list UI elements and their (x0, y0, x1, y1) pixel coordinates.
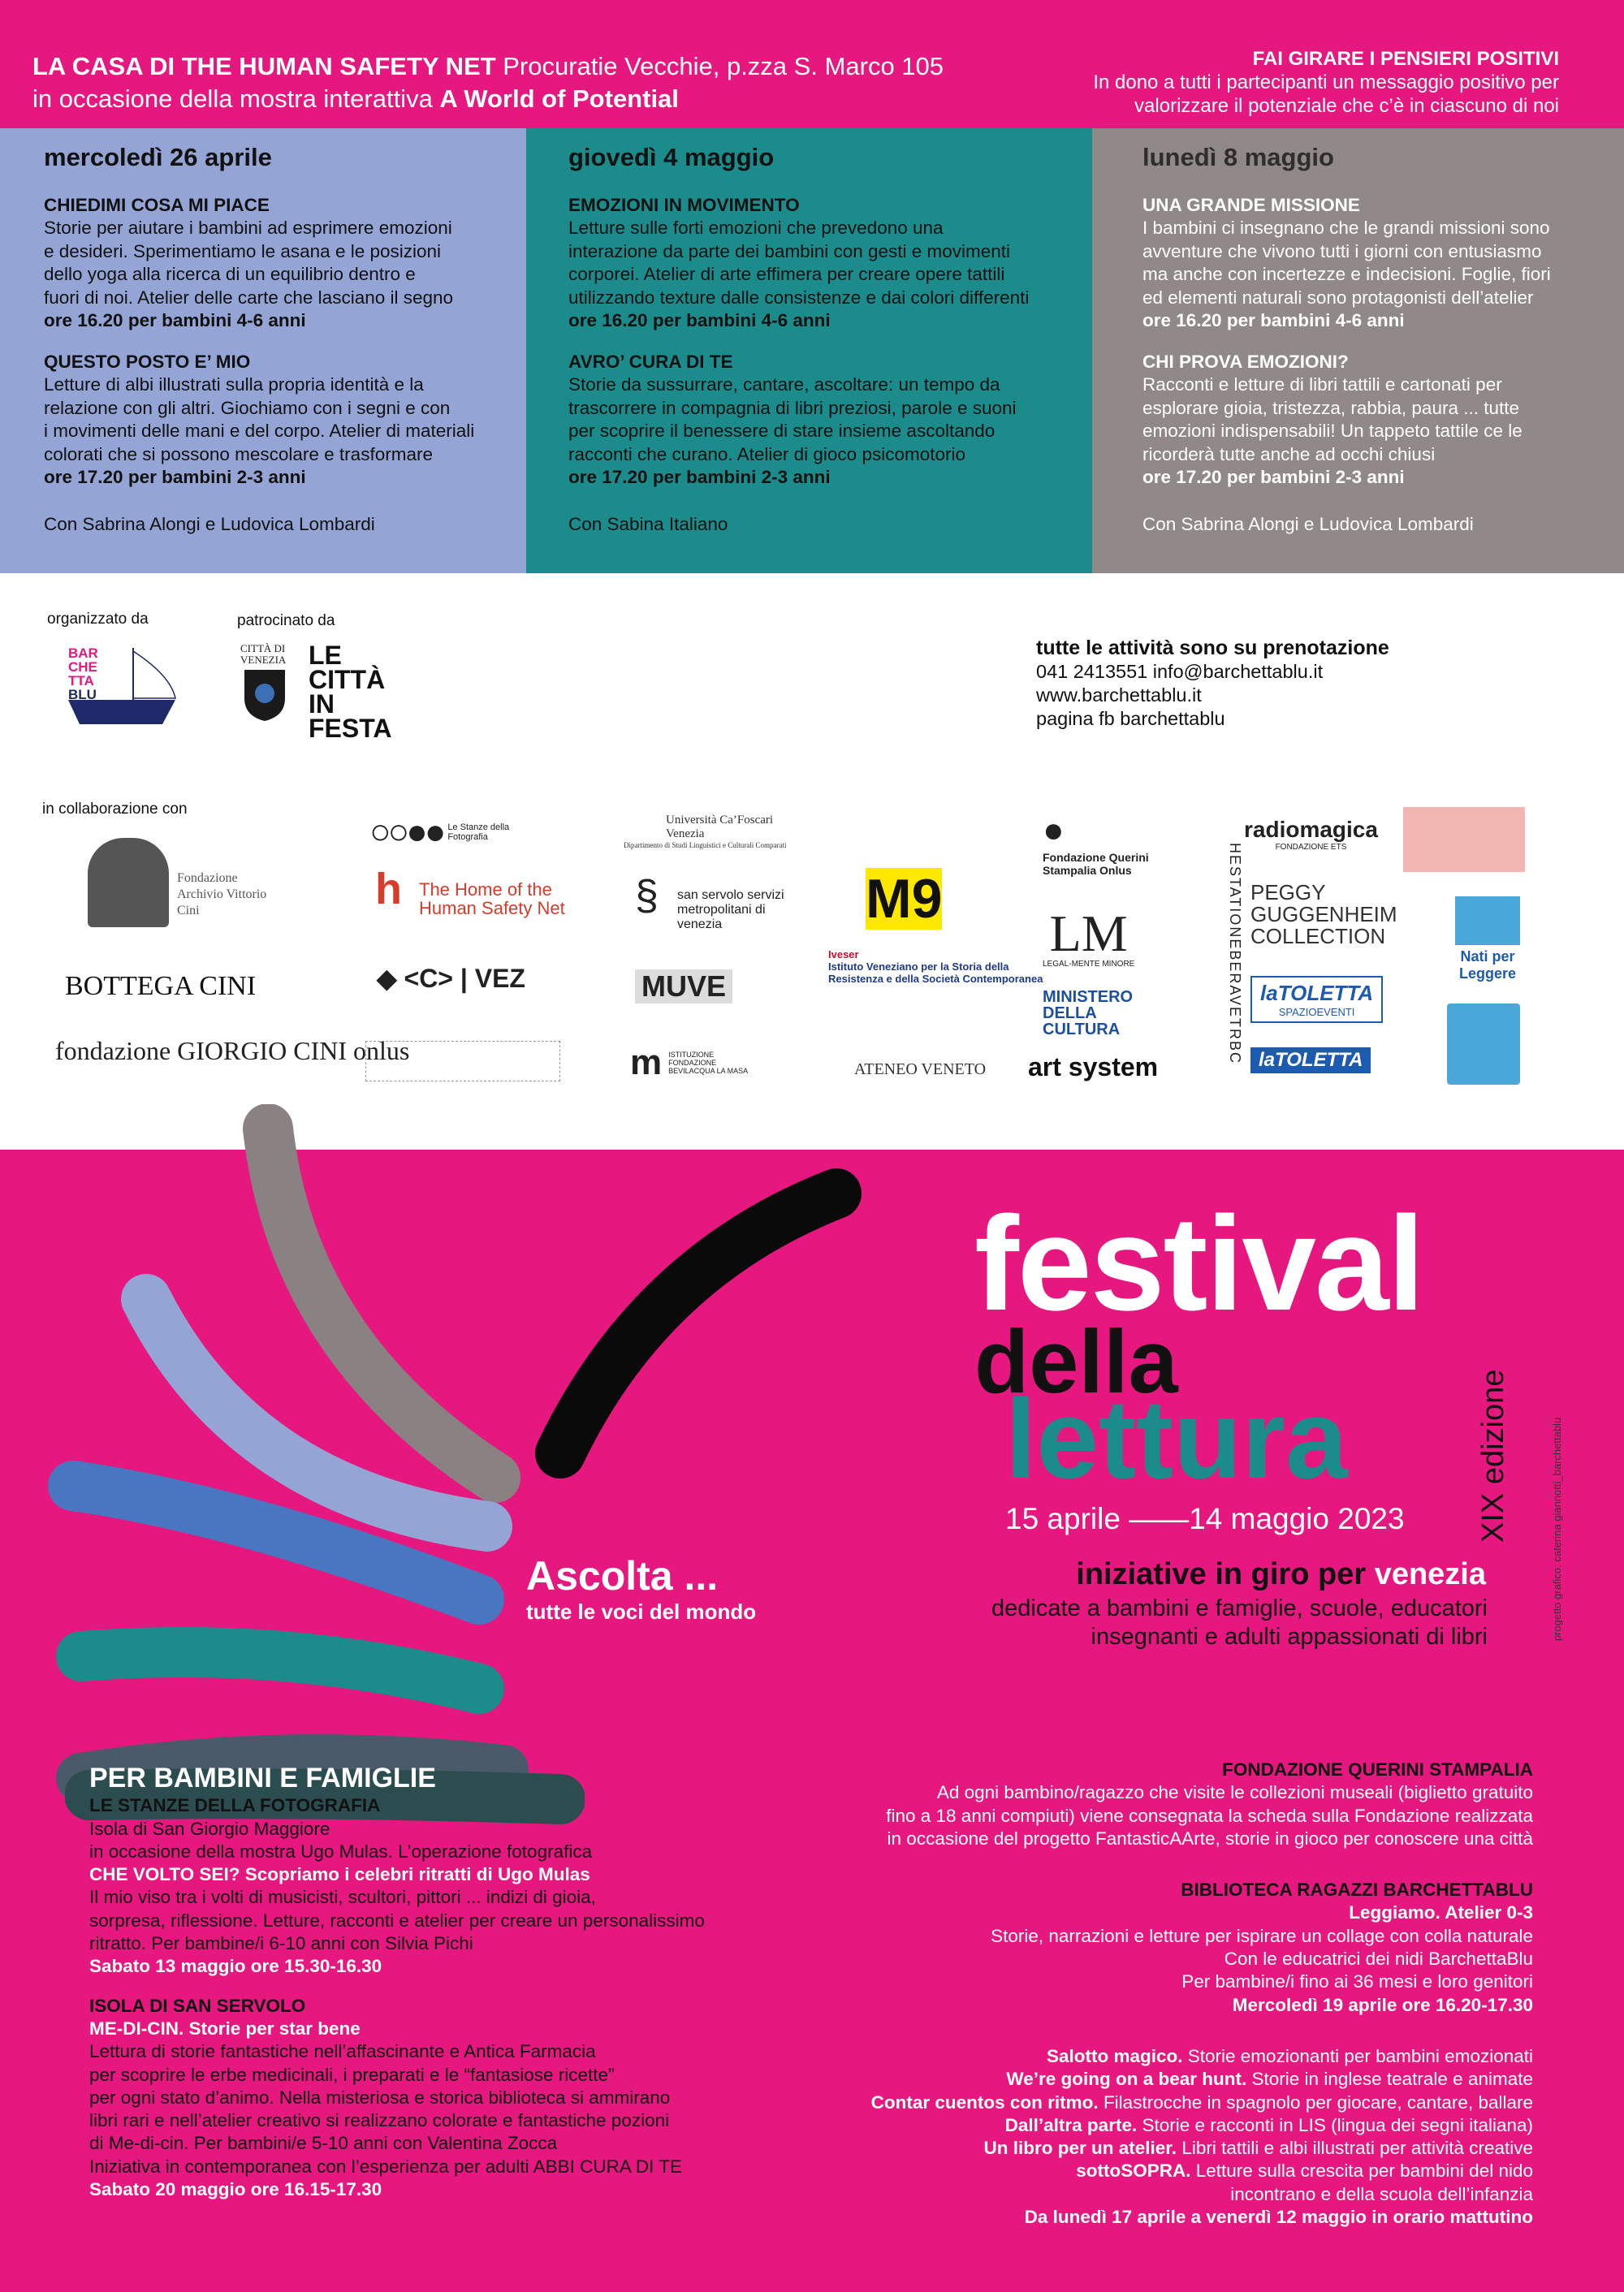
stanze-fotografia-logo (369, 812, 520, 852)
subtitle-venezia: venezia (1374, 1557, 1486, 1591)
citta-label: CITTÀ DI VENEZIA (240, 642, 287, 666)
activity-desc: Storie e racconti in LIS (lingua dei segni italiana) (1137, 2114, 1533, 2135)
collab-label: in collaborazione con (42, 801, 188, 818)
ascolta-subtitle: tutte le voci del mondo (526, 1599, 757, 1624)
activity-date: Sabato 20 maggio ore 16.15-17.30 (89, 2179, 382, 2200)
vez-logo (377, 963, 525, 994)
activity-title: CHE VOLTO SEI? Scopriamo i celebri ritratti di Ugo Mulas (89, 1864, 590, 1885)
activity-desc: Storie emozionanti per bambini emozionati (1182, 2045, 1533, 2066)
unive-logo (624, 814, 802, 849)
radiomagica-logo (1244, 817, 1378, 852)
querini-text: Fondazione Querini Stampalia Onlus (1043, 851, 1149, 877)
venue-line: Ad ogni bambino/ragazzo che visite le collezioni museali (biglietto gratuito (936, 1782, 1533, 1803)
patron-label: patrocinato da (237, 612, 335, 629)
event-line: I bambini ci insegnano che le grandi missioni sono (1142, 218, 1550, 238)
event-line: Storie da sussurrare, cantare, ascoltare: un tempo da (568, 374, 1000, 395)
venue-title: ISOLA DI SAN SERVOLO (89, 1995, 306, 2016)
positive-line-2: valorizzare il potenziale che c’è in ciascuno di noi (1134, 95, 1559, 117)
families-heading: PER BAMBINI E FAMIGLIE (89, 1763, 436, 1793)
contact-info (1036, 637, 1389, 731)
column-26-april (0, 128, 526, 573)
mic-text: MINISTERO DELLA CULTURA (1043, 988, 1134, 1038)
activity-line: Lettura di storie fantastiche nell’affascinante e Antica Farmacia (89, 2041, 596, 2062)
barchetta-word: TTA (68, 673, 94, 688)
edition-label: XIX edizione (1476, 1369, 1510, 1543)
event-line: ma anche con incertezze e indecisioni. Foglie, fiori (1142, 264, 1551, 284)
header-bar (0, 0, 1624, 128)
radio-sub: FONDAZIONE ETS (1275, 843, 1347, 852)
mic-logo (1043, 989, 1173, 1038)
event-line: i movimenti delle mani e del corpo. Atelier di materiali (44, 421, 475, 441)
toletta-text: laTOLETTA (1260, 981, 1374, 1005)
event-title: CHIEDIMI COSA MI PIACE (44, 194, 270, 215)
h-icon: h (375, 865, 402, 913)
activity-desc: incontrano e della scuola dell’infanzia (1230, 2183, 1533, 2204)
event-line: relazione con gli altri. Giochiamo con i segni e con (44, 397, 451, 418)
stroke-teal (81, 1652, 479, 1689)
peggy-word: COLLECTION (1250, 924, 1386, 948)
della-word: della (974, 1312, 1178, 1412)
venue-title: LE STANZE DELLA FOTOGRAFIA (89, 1795, 381, 1816)
festival-dates: 15 aprile ——14 maggio 2023 (1005, 1502, 1405, 1535)
activity-date: Da lunedì 17 aprile a venerdì 12 maggio in orario mattutino (1024, 2207, 1533, 2228)
activity-desc: Libri tattili e albi illustrati per attività creative (1177, 2138, 1533, 2159)
art-system-logo (1028, 1052, 1158, 1082)
event-line: esplorare gioia, tristezza, rabbia, paura ... tutte (1142, 397, 1519, 418)
home-human-safety-logo (375, 865, 570, 918)
event-line: utilizzando texture dalle consistenze e dai colori differenti (568, 287, 1030, 308)
event-line: corporei. Atelier di arte effimera per creare opere tattili (568, 264, 1005, 284)
venues-section (721, 1759, 1533, 2229)
event-time: ore 17.20 per bambini 2-3 anni (568, 467, 831, 487)
home-text: The Home of the Human Safety Net (419, 879, 565, 918)
activity-name: We’re going on a bear hunt. (1006, 2069, 1247, 2090)
bevilacqua-logo (630, 1042, 758, 1083)
event-hosts: Con Sabina Italiano (568, 513, 728, 534)
festa-word: CITTÀ (309, 665, 386, 694)
toletta-sub: SPAZIOEVENTI (1278, 1006, 1355, 1018)
event-line: emozioni indispensabili! Un tappeto tattile ce le (1142, 421, 1522, 441)
audience-line: insegnanti e adulti appassionati di libri (1091, 1624, 1488, 1650)
vez-icon: ◆ <C> | (377, 964, 475, 993)
event-time: ore 17.20 per bambini 2-3 anni (1142, 467, 1405, 487)
families-section (89, 1763, 788, 2201)
legal-text: LEGAL-MENTE MINORE (1043, 960, 1135, 969)
activity-line: di Me-di-cin. Per bambini/e 5-10 anni con Valentina Zocca (89, 2133, 558, 2154)
activity-name: Dall’altra parte. (1004, 2114, 1138, 2135)
le-citta-in-festa-logo (309, 641, 392, 743)
bottega-cini-logo (65, 971, 256, 1002)
bevilacqua-text: ISTITUZIONE FONDAZIONE BEVILACQUA LA MASA (668, 1051, 749, 1075)
contact-website[interactable]: www.barchettablu.it (1036, 684, 1202, 706)
positive-thoughts (1093, 47, 1559, 118)
exhibit-title: A World of Potential (439, 84, 679, 113)
positive-title: FAI GIRARE I PENSIERI POSITIVI (1252, 48, 1559, 70)
iveser-sub: Istituto Veneziano per la Storia della Resistenza e della Società Contemporanea (828, 960, 1043, 985)
centro-libro-logo (365, 1041, 560, 1081)
bm-icon: m (630, 1042, 663, 1082)
activity-line: per scoprire le erbe medicinali, i preparati e le “fantasiose ricette” (89, 2064, 615, 2085)
lettura-word: lettura (1005, 1377, 1348, 1502)
barchetta-word: BLU (68, 687, 97, 702)
ascolta-block (526, 1552, 756, 1625)
book-icon (1455, 896, 1520, 945)
cini-archive-logo (88, 838, 283, 943)
partner-badge-logo (1403, 807, 1525, 872)
querini-icon: ● (1043, 810, 1065, 850)
event-line: Letture sulle forti emozioni che prevedono una (568, 218, 944, 238)
toletta2-text: laTOLETTA (1259, 1049, 1363, 1071)
graphic-credit (1551, 1401, 1583, 1661)
toletta-spazioeventi-logo (1250, 976, 1383, 1023)
activity-title: Leggiamo. Atelier 0-3 (1349, 1902, 1533, 1923)
column-4-may (526, 128, 1092, 573)
event-hosts: Con Sabrina Alongi e Ludovica Lombardi (44, 513, 375, 534)
activity-name: sottoSOPRA. (1076, 2160, 1191, 2182)
portrait-icon (88, 838, 169, 927)
event-title: EMOZIONI IN MOVIMENTO (568, 194, 800, 215)
coat-of-arms-icon (240, 666, 289, 723)
event-line: Storie per aiutare i bambini ad esprimere emozioni (44, 218, 452, 238)
event-line: per scoprire il benessere di stare insieme ascoltando (568, 421, 996, 441)
iveser-logo (828, 948, 1047, 985)
sanservolo-text: san servolo servizi metropolitani di venezia (677, 888, 784, 931)
venue-title: FONDAZIONE QUERINI STAMPALIA (1222, 1759, 1533, 1780)
lm-icon: LM (1049, 904, 1128, 962)
iveser-text: Iveser (828, 948, 859, 960)
contact-phone-email[interactable]: 041 2413551 info@barchettablu.it (1036, 661, 1324, 682)
activity-desc: Storie in inglese teatrale e animate (1246, 2069, 1533, 2090)
column-day: mercoledì 26 aprile (44, 143, 272, 171)
audience-line: dedicate a bambini e famiglie, scuole, educatori (991, 1595, 1488, 1621)
festa-word: FESTA (309, 714, 392, 743)
activity-date: Sabato 13 maggio ore 15.30-16.30 (89, 1956, 382, 1977)
san-servolo-logo (635, 872, 814, 932)
venue-name: LA CASA DI THE HUMAN SAFETY NET (32, 52, 496, 80)
organized-label: organizzato da (47, 611, 149, 628)
legalmente-logo (1043, 904, 1135, 969)
event-time: ore 16.20 per bambini 4-6 anni (44, 310, 306, 330)
querini-logo (1043, 810, 1164, 877)
event-line: Letture di albi illustrati sulla propria identità e la (44, 374, 424, 395)
event-line: avventure che vivono tutti i giorni con entusiasmo (1142, 240, 1542, 261)
activity-line: Il mio viso tra i volti di musicisti, scultori, pittori ... indizi di gioia, (89, 1887, 596, 1908)
subtitle-pre: iniziative in giro per (1076, 1557, 1375, 1591)
peggy-logo (1250, 882, 1397, 947)
toletta-libreria-logo (1250, 1047, 1371, 1073)
venue-line: Isola di San Giorgio Maggiore (89, 1818, 330, 1839)
event-line: ed elementi naturali sono protagonisti dell’atelier (1142, 287, 1534, 308)
activity-date: Mercoledì 19 aprile ore 16.20-17.30 (1232, 1994, 1533, 2015)
event-hosts: Con Sabrina Alongi e Ludovica Lombardi (1142, 513, 1474, 534)
citta-di-venezia-logo (240, 643, 297, 732)
unive-text: Università Ca’Foscari Venezia (666, 814, 774, 840)
festival-subtitle (1076, 1557, 1486, 1592)
ascolta-title: Ascolta ... (526, 1553, 719, 1599)
booking-note: tutte le attività sono su prenotazione (1036, 637, 1389, 659)
activity-line: Iniziativa in contemporanea con l’esperienza per adulti ABBI CURA DI TE (89, 2156, 682, 2177)
cini-archive-text: Fondazione Archivio Vittorio Cini (177, 871, 267, 917)
activity-line: libri rari e nell’atelier creativo si realizzano colorate e fantastiche pozioni (89, 2110, 670, 2131)
event-line: trascorrere in compagnia di libri preziosi, parole e suoni (568, 397, 1017, 418)
s-icon: § (635, 872, 659, 919)
nati-text: Nati per Leggere (1458, 948, 1517, 982)
festival-word: festival (974, 1189, 1423, 1338)
event-line: ricorderà tutte anche ad occhi chiusi (1142, 443, 1436, 464)
festival-audience (991, 1595, 1488, 1651)
ateneo-text: ATENEO VENETO (854, 1060, 987, 1078)
event-time: ore 17.20 per bambini 2-3 anni (44, 467, 306, 487)
stroke-black (560, 1193, 836, 1453)
activity-line: Storie, narrazioni e letture per ispirare un collage con colla naturale (991, 1925, 1533, 1946)
activity-desc: Letture sulla crescita per bambini del nido (1190, 2160, 1533, 2182)
unive-sub: Dipartimento di Studi Linguistici e Culturali Comparati (624, 841, 787, 849)
brush-strokes (0, 1104, 893, 1835)
activity-line: Per bambine/i fino ai 36 mesi e loro genitori (1181, 1971, 1533, 1992)
muve-text: MUVE (641, 969, 727, 1003)
muve-logo (635, 969, 732, 1004)
positive-line-1: In dono a tutti i partecipanti un messaggio positivo per (1093, 71, 1559, 93)
column-day: lunedì 8 maggio (1142, 143, 1334, 171)
event-title: AVRO’ CURA DI TE (568, 351, 733, 372)
peggy-word: GUGGENHEIM (1250, 902, 1397, 926)
event-title: QUESTO POSTO E’ MIO (44, 351, 251, 372)
vertical-logo (1197, 842, 1244, 1065)
barchetta-word: CHE (68, 659, 97, 675)
event-line: fuori di noi. Atelier delle carte che lasciano il segno (44, 287, 454, 308)
barchetta-word: BAR (68, 645, 98, 661)
activity-name: Un libro per un atelier. (983, 2138, 1177, 2159)
museo-archeologia-logo (1447, 1004, 1520, 1085)
bottega-text: BOTTEGA CINI (65, 971, 257, 1001)
contact-facebook[interactable]: pagina fb barchettablu (1036, 708, 1225, 729)
activity-line: ritratto. Per bambine/i 6-10 anni con Silvia Pichi (89, 1933, 473, 1954)
peggy-word: PEGGY (1250, 880, 1326, 904)
activity-line: Con le educatrici dei nidi BarchettaBlu (1224, 1949, 1533, 1970)
activity-line: per ogni stato d’animo. Nella misteriosa e storica biblioteca si ammirano (89, 2087, 671, 2108)
event-line: interazione da parte dei bambini con gesti e movimenti (568, 240, 1011, 261)
event-title: UNA GRANDE MISSIONE (1142, 194, 1360, 215)
activity-line: sorpresa, riflessione. Letture, racconti e atelier per creare un personalissimo (89, 1910, 705, 1931)
venue-line: in occasione del progetto FantasticAArte, storie in gioco per conoscere una città (887, 1828, 1533, 1849)
nati-per-leggere-logo (1455, 896, 1520, 982)
radio-text: radiomagica (1244, 817, 1378, 842)
activity-name: Contar cuentos con ritmo. (870, 2091, 1099, 2113)
festa-word: LE (309, 641, 342, 670)
venue-address: Procuratie Vecchie, p.zza S. Marco 105 (495, 52, 944, 80)
event-title: CHI PROVA EMOZIONI? (1142, 351, 1349, 372)
schedule-columns (0, 128, 1624, 573)
festa-word: IN (309, 689, 335, 719)
exhibit-pre: in occasione della mostra interattiva (32, 84, 440, 113)
event-time: ore 16.20 per bambini 4-6 anni (568, 310, 831, 330)
activity-desc: Filastrocche in spagnolo per giocare, cantare, ballare (1098, 2091, 1533, 2113)
ateneo-veneto-logo (854, 1060, 986, 1079)
event-line: dello yoga alla ricerca di un equilibrio dentro e (44, 264, 416, 284)
stanze-text: Le Stanze della Fotografia (447, 822, 510, 842)
event-line: racconti che curano. Atelier di gioco psicomotorio (568, 443, 966, 464)
credit-text: progetto grafico: caterina giannotti_barchettablu (1551, 1417, 1564, 1642)
column-8-may (1092, 128, 1624, 573)
vez-text: VEZ (474, 964, 525, 993)
stroke-grey (268, 1129, 495, 1478)
barchetta-blu-logo (65, 643, 179, 732)
venue-info (32, 50, 944, 115)
m9-logo (866, 867, 942, 930)
event-line: colorati che si possono mescolare e trasformare (44, 443, 433, 464)
venue-title: BIBLIOTECA RAGAZZI BARCHETTABLU (1181, 1880, 1533, 1901)
activity-title: ME-DI-CIN. Storie per star bene (89, 2018, 361, 2039)
vertical-text: HESTATIONEBERAVETRBC (1227, 842, 1244, 1065)
venue-line: fino a 18 anni compiuti) viene consegnata la scheda sulla Fondazione realizzata (886, 1805, 1533, 1826)
artsystem-text: art system (1028, 1052, 1159, 1081)
activity-name: Salotto magico. (1046, 2045, 1183, 2066)
event-time: ore 16.20 per bambini 4-6 anni (1142, 310, 1405, 330)
venue-line: in occasione della mostra Ugo Mulas. L’operazione fotografica (89, 1841, 593, 1862)
circles-icon: ○○●● (369, 812, 443, 852)
m9-text: M9 (866, 868, 943, 930)
column-day: giovedì 4 maggio (568, 143, 775, 171)
event-line: Racconti e letture di libri tattili e cartonati per (1142, 374, 1502, 395)
giorgio-cini-logo (55, 1036, 409, 1066)
event-line: e desideri. Sperimentiamo le asana e le posizioni (44, 240, 442, 261)
giorgio-text: fondazione GIORGIO CINI onlus (55, 1036, 410, 1065)
